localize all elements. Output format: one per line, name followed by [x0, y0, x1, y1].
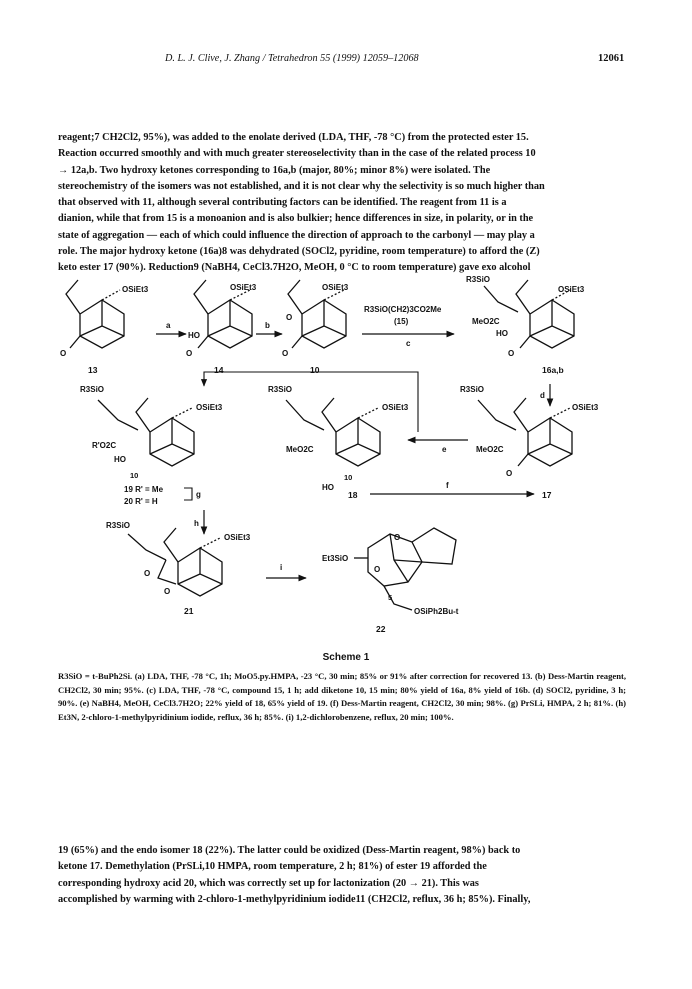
text-line: dianion, while that from 15 is a monoanion and is also bulkier; hence differences in size, in polarity, or in the [58, 213, 534, 225]
silyl-ether-label: R3SiO [268, 385, 293, 394]
compound-number: 10 [310, 365, 320, 375]
bridge-o-label: O [394, 533, 401, 542]
text-line: role. The major hydroxy ketone (16a)8 was dehydrated (SOCl2, pyridine, room temperature) to afford the (Z) [58, 246, 540, 258]
compound-13 [60, 280, 149, 375]
text-line: state of aggregation — each of which could influence the direction of approach to the carbonyl — may play a [58, 229, 535, 241]
reagent-number: (15) [394, 317, 409, 326]
ester-label: R'O2C [92, 441, 117, 450]
osiet3-label: OSiEt3 [196, 403, 223, 412]
osiet3-label: OSiEt3 [322, 283, 349, 292]
hydroxy-label: HO [114, 455, 126, 464]
step-label: h [194, 519, 199, 528]
compound-22 [322, 528, 459, 634]
compound-number: 18 [348, 490, 358, 500]
compound-21 [106, 521, 251, 616]
osiet3-label: OSiEt3 [230, 283, 257, 292]
step-label: d [540, 391, 545, 400]
compound-19-20 [80, 385, 223, 506]
compound-number: 21 [184, 606, 194, 616]
silyl-ether-label: R3SiO [80, 385, 105, 394]
compound-10 [282, 280, 349, 375]
text-line: 19 (65%) and the endo isomer 18 (22%). The latter could be oxidized (Dess-Martin reagent, 98%) back to [58, 845, 521, 856]
running-header [0, 53, 692, 69]
step-label: a [166, 321, 171, 330]
reagent-label: R3SiO(CH2)3CO2Me [364, 305, 442, 314]
body-paragraph-bottom [58, 843, 626, 908]
et3sio-label: Et3SiO [322, 554, 349, 563]
silyl-ether-label: R3SiO [106, 521, 131, 530]
interconversion-bracket [184, 488, 192, 500]
text-line: ketone 17. Demethylation (PrSLi,10 HMPA, room temperature, 2 h; 81%) of ester 19 afforded the [58, 861, 487, 873]
carbonyl-o-label: O [508, 349, 515, 358]
compound-number: 13 [88, 365, 98, 375]
carbonyl-o-label: O [286, 313, 293, 322]
compound-18 [268, 385, 409, 500]
text-line: accomplished by warming with 2-chloro-1-methylpyridinium iodide11 (CH2Cl2, reflux, 36 h; 85%). Finally, [58, 893, 531, 905]
step-label: i [280, 563, 283, 572]
silyl-ether-label: OSiPh2Bu-t [414, 607, 459, 616]
carbonyl-o-label: O [60, 349, 67, 358]
text-line: Reaction occurred smoothly and with much greater stereoselectivity than in the case of the related process 10 [58, 148, 536, 160]
ketone-o-label: O [374, 565, 381, 574]
text-line: corresponding hydroxy acid 20, which was correctly set up for lactonization (20 → 21). This was [58, 877, 479, 889]
step-label: e [442, 445, 447, 454]
reaction-scheme [58, 272, 626, 642]
step-label: g [196, 490, 201, 499]
text-line: reagent;7 CH2Cl2, 95%), was added to the enolate derived (LDA, THF, -78 °C) from the protected ester 15. [58, 132, 529, 143]
step-label: f [446, 481, 449, 490]
ester-label: MeO2C [286, 445, 314, 454]
carbonyl-o-label: O [282, 349, 289, 358]
hydroxy-label: HO [188, 331, 200, 340]
osiet3-label: OSiEt3 [558, 285, 585, 294]
lactone-carbonyl-o-label: O [144, 569, 151, 578]
scheme-title: Scheme 1 [322, 652, 370, 663]
position-label: 5 [388, 593, 393, 602]
osiet3-label: OSiEt3 [224, 533, 251, 542]
lactone-ring-o-label: O [164, 587, 171, 596]
scheme-caption: R3SiO = t-BuPh2Si. (a) LDA, THF, -78 °C, 1h; MoO5.py.HMPA, -23 °C, 30 min; 85% or 91% after correction for recovered 13. (b) Dess-Martin reagent, CH2Cl2, 30 min; 95%. (c) LDA, THF, -78 °C, compound 15, 1 h; add diketone 10, 15 min; 80% yield of 16a, 8% yield of 16b. (d) SOCl2, pyridine, 3 h; 90%. (e) NaBH4, MeOH, CeCl3.7H2O; 22% yield of 18, 65% yield of 19. (f) Dess-Martin reagent, CH2Cl2, 30 min; 98%. (g) PrSLi, HMPA, 2 h; 81%. (h) Et3N, 2-chloro-1-methylpyridinium iodide, reflux, 36 h; 85%. (i) 1,2-dichlorobenzene, reflux, 20 min; 100%. [58, 671, 626, 722]
compound-number: 14 [214, 365, 224, 375]
position-label: 10 [130, 471, 139, 480]
hydroxy-label: HO [322, 483, 334, 492]
compound-14 [186, 280, 257, 375]
ester-label: MeO2C [476, 445, 504, 454]
text-line: stereochemistry of the isomers was not established, and it is not clear why the selectivity is so much higher than [58, 180, 545, 192]
text-line: that observed with 11, although several contributing factors can be identified. The reagent from 11 is a [58, 197, 507, 209]
carbonyl-o-label: O [186, 349, 193, 358]
compound-number: 16a,b [542, 365, 564, 375]
journal-citation: D. L. J. Clive, J. Zhang / Tetrahedron 55 (1999) 12059–12068 [165, 53, 419, 64]
carbonyl-o-label: O [506, 469, 513, 478]
silyl-ether-label: R3SiO [466, 275, 491, 284]
hydroxy-label: HO [496, 329, 508, 338]
osiet3-label: OSiEt3 [382, 403, 409, 412]
compound-number: 20 R' = H [124, 497, 158, 506]
compound-number: 19 R' = Me [124, 485, 164, 494]
reaction-scheme-drawing [58, 272, 626, 642]
body-paragraph-top [58, 130, 626, 277]
step-label: b [265, 321, 270, 330]
text-line: keto ester 17 (90%). Reduction9 (NaBH4, CeCl3.7H2O, MeOH, 0 °C to room temperature) gave exo alcohol [58, 262, 531, 274]
silyl-ether-label: R3SiO [460, 385, 485, 394]
compound-number: 22 [376, 624, 386, 634]
osiet3-label: OSiEt3 [122, 285, 149, 294]
page-number: 12061 [598, 53, 625, 64]
osiet3-label: OSiEt3 [572, 403, 599, 412]
compound-16ab [466, 275, 585, 375]
ester-label: MeO2C [472, 317, 500, 326]
compound-17 [460, 385, 599, 478]
position-label: 10 [344, 473, 353, 482]
text-line: → 12a,b. Two hydroxy ketones corresponding to 16a,b (major, 80%; minor 8%) were isolated. The [58, 164, 491, 176]
step-label: c [406, 339, 411, 348]
compound-number: 17 [542, 490, 552, 500]
